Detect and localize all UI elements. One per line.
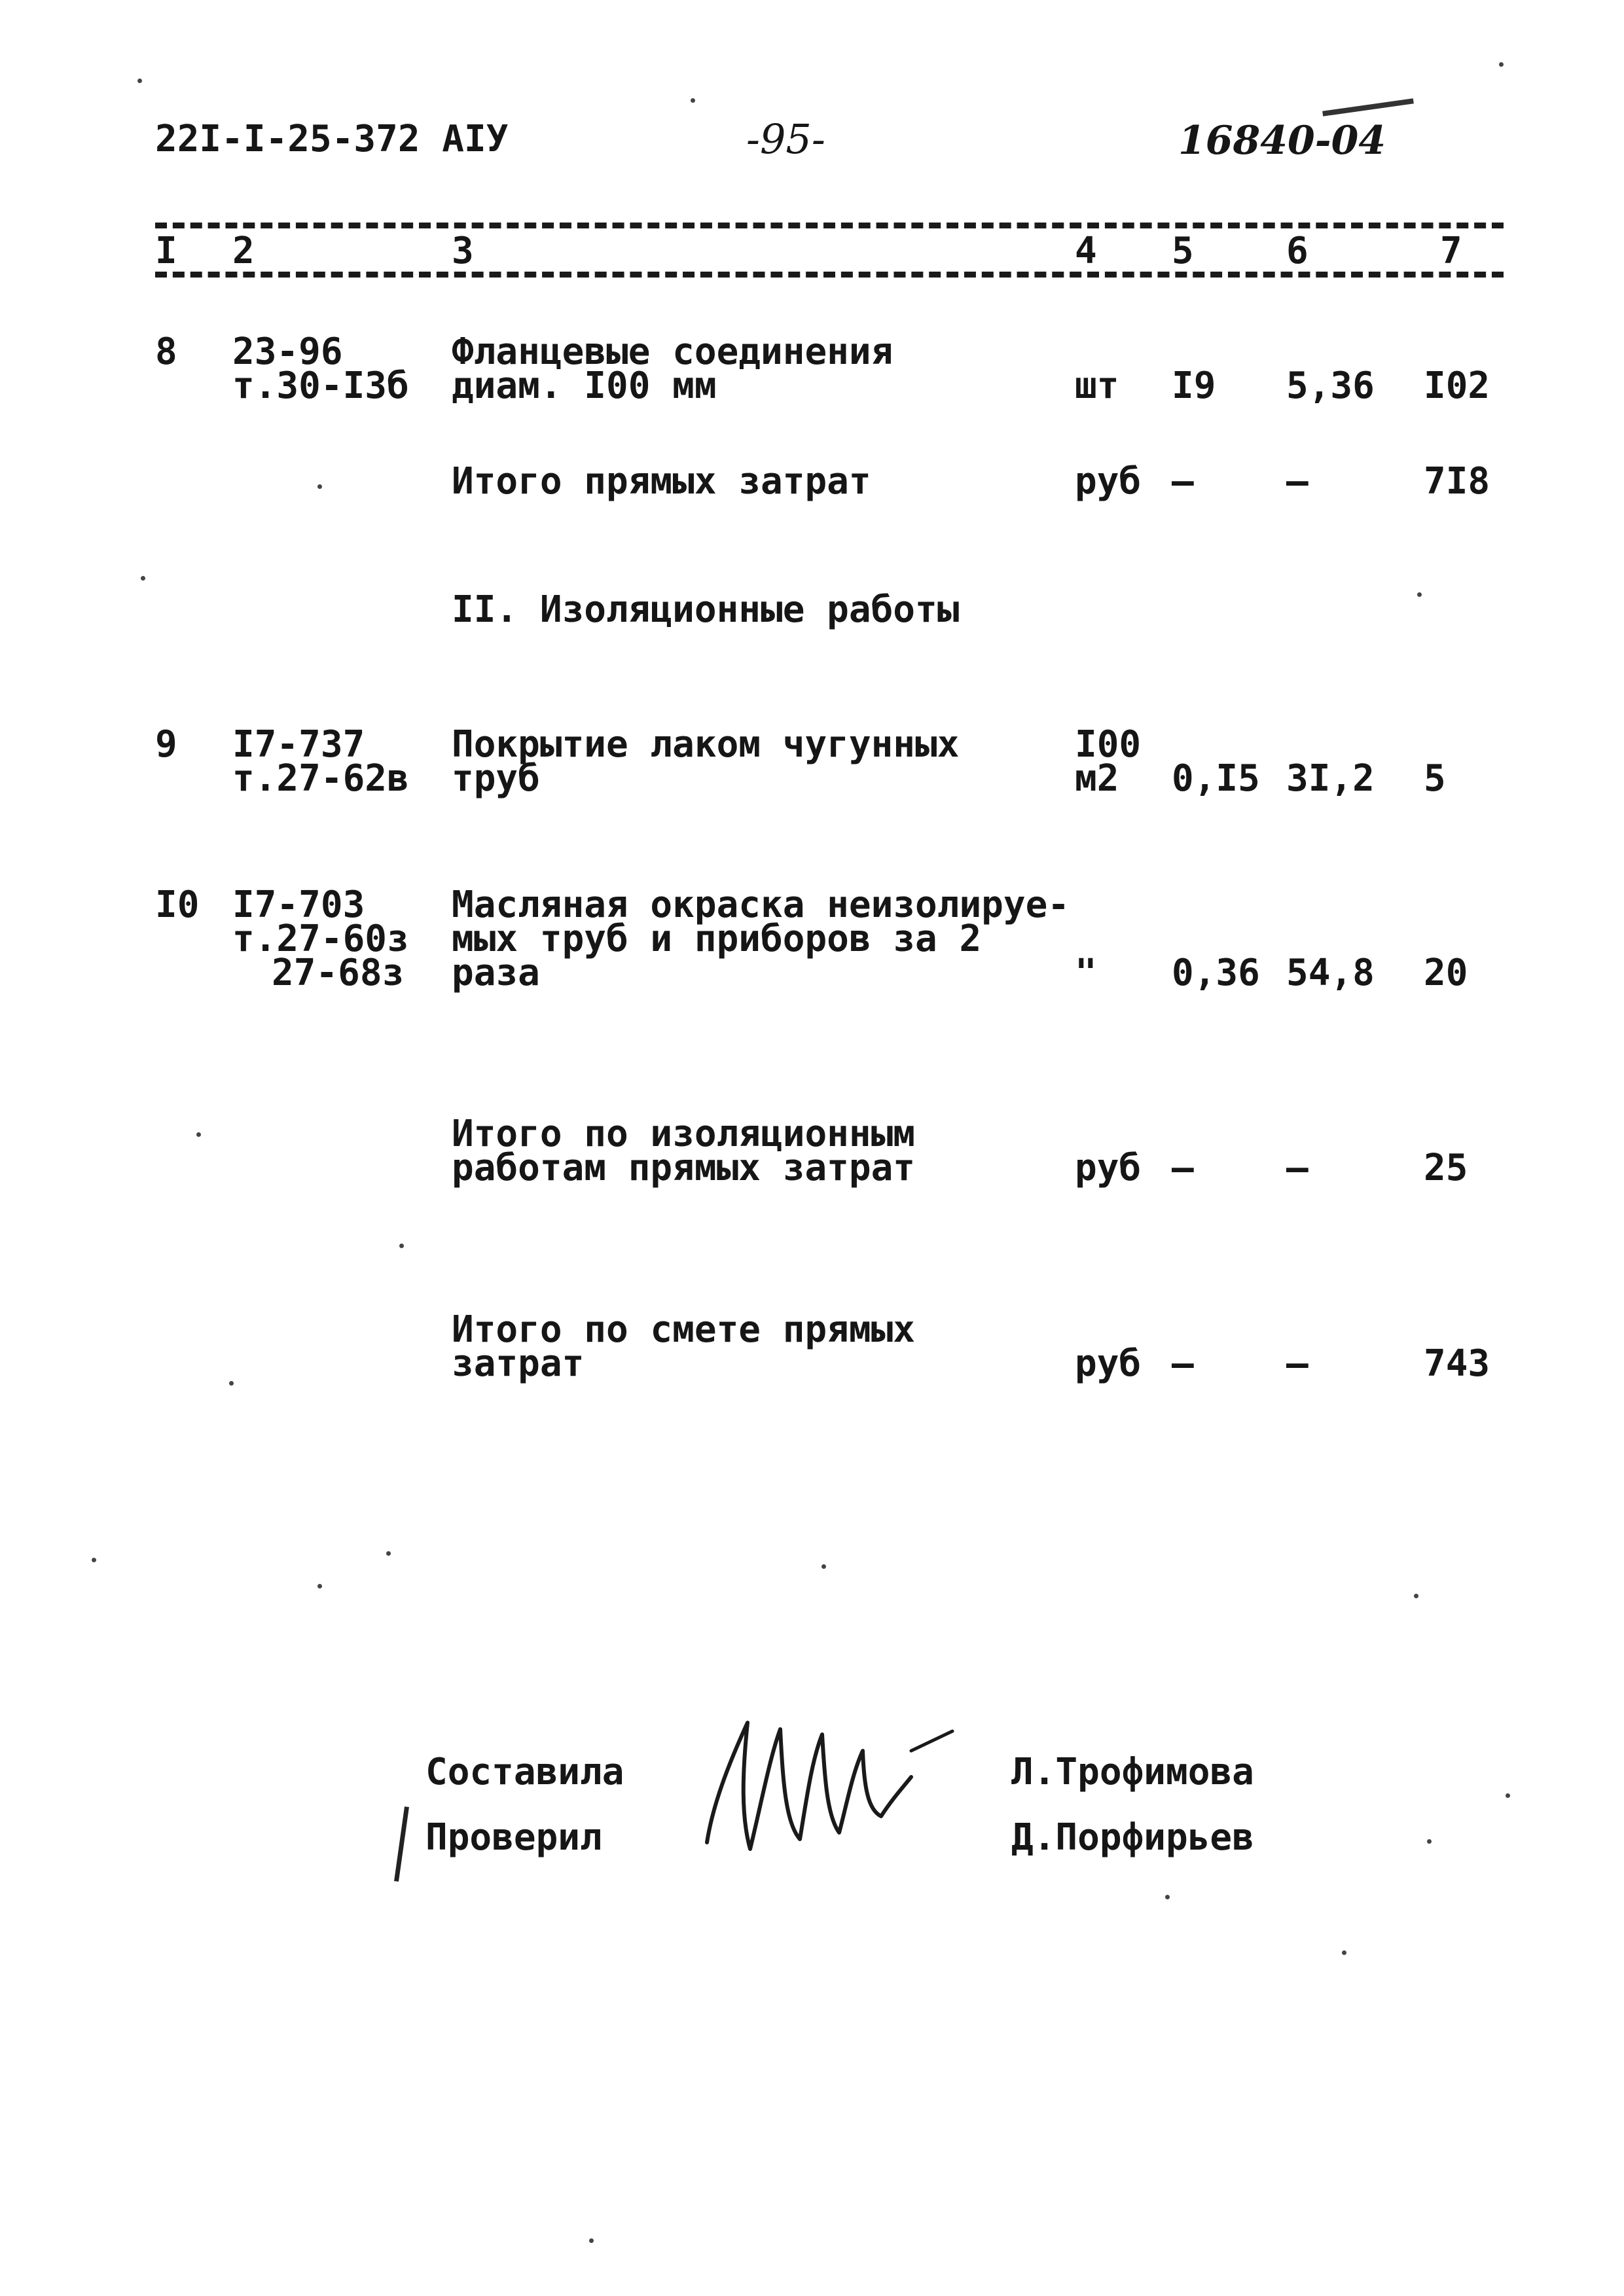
row-description-line: Масляная окраска неизолируе- (452, 884, 1070, 926)
scan-speck (92, 1558, 96, 1562)
row-unit-price: 5,36 (1286, 365, 1375, 407)
row-code-line: 27-68з (272, 952, 405, 994)
scan-speck (317, 484, 322, 489)
row-code-line: 23-96 (232, 331, 343, 373)
row-total: 5 (1424, 757, 1446, 800)
checked-by-name: Д.Порфирьев (1011, 1816, 1254, 1859)
scan-speck (317, 1584, 322, 1588)
row-quantity: 0,36 (1172, 952, 1260, 994)
column-header-2: 2 (232, 230, 255, 272)
scan-speck (399, 1244, 404, 1248)
scan-speck (1506, 1793, 1510, 1798)
row-unit-price: 54,8 (1286, 952, 1375, 994)
row-code-line: т.30-I3б (232, 365, 409, 407)
subtotal-label: работам прямых затрат (452, 1147, 916, 1189)
scan-speck (141, 576, 145, 581)
scan-speck (137, 79, 142, 83)
row-code-line: т.27-60з (232, 918, 409, 960)
row-unit: шт (1075, 365, 1119, 407)
subtotal-label: Итого по изоляционным (452, 1113, 916, 1155)
row-description-line: диам. I00 мм (452, 365, 717, 407)
scan-speck (1417, 592, 1422, 597)
column-header-5: 5 (1172, 230, 1194, 272)
column-header-4: 4 (1075, 230, 1097, 272)
margin-mark (394, 1806, 409, 1882)
row-unit: м2 (1075, 757, 1119, 800)
checked-by-label: Проверил (425, 1816, 602, 1859)
row-description-line: труб (452, 757, 540, 800)
column-header-6: 6 (1286, 230, 1308, 272)
section-heading: II. Изоляционные работы (452, 588, 960, 631)
compiled-by-name: Л.Трофимова (1011, 1751, 1254, 1793)
subtotal-total: 7I8 (1424, 460, 1490, 503)
compiled-by-label: Составила (425, 1751, 624, 1793)
row-unit: I00 (1075, 723, 1142, 766)
scan-speck (386, 1551, 391, 1556)
grand-total-quantity: – (1172, 1342, 1194, 1385)
scan-speck (196, 1132, 201, 1137)
stamp-scribble (1322, 98, 1414, 116)
subtotal-total: 25 (1424, 1147, 1468, 1189)
scan-speck (229, 1381, 234, 1386)
header-dashed-rule-top (155, 223, 1504, 228)
header-dashed-rule-bottom (155, 272, 1504, 278)
row-number: I0 (155, 884, 200, 926)
scan-speck (1499, 62, 1504, 67)
subtotal-price: – (1286, 1147, 1308, 1189)
row-code-line: т.27-62в (232, 757, 409, 800)
grand-total-label: Итого по смете прямых (452, 1308, 916, 1351)
scan-speck (1414, 1594, 1418, 1598)
column-header-3: 3 (452, 230, 474, 272)
column-header-1: I (155, 230, 177, 272)
row-code-line: I7-737 (232, 723, 365, 766)
inventory-number: 16840-04 (1178, 118, 1386, 164)
row-description-line: Фланцевые соединения (452, 331, 893, 373)
grand-total-price: – (1286, 1342, 1308, 1385)
row-description-line: раза (452, 952, 540, 994)
grand-total-unit: руб (1075, 1342, 1142, 1385)
document-code: 22I-I-25-372 AIУ (155, 118, 509, 160)
scan-speck (1165, 1895, 1170, 1899)
scan-speck (1427, 1839, 1432, 1844)
row-code-line: I7-703 (232, 884, 365, 926)
grand-total-label: затрат (452, 1342, 585, 1385)
row-quantity: 0,I5 (1172, 757, 1260, 800)
handwritten-signature (687, 1702, 962, 1859)
scan-speck (589, 2238, 594, 2243)
subtotal-quantity: – (1172, 460, 1194, 503)
row-unit: " (1075, 952, 1097, 994)
subtotal-quantity: – (1172, 1147, 1194, 1189)
subtotal-label: Итого прямых затрат (452, 460, 871, 503)
subtotal-unit: руб (1075, 1147, 1142, 1189)
row-number: 9 (155, 723, 177, 766)
scan-speck (691, 98, 695, 103)
subtotal-unit: руб (1075, 460, 1142, 503)
row-description-line: Покрытие лаком чугунных (452, 723, 960, 766)
row-total: I02 (1424, 365, 1490, 407)
row-number: 8 (155, 331, 177, 373)
subtotal-price: – (1286, 460, 1308, 503)
row-quantity: I9 (1172, 365, 1216, 407)
row-unit-price: 3I,2 (1286, 757, 1375, 800)
column-header-7: 7 (1440, 230, 1462, 272)
page-number: -95- (746, 115, 825, 163)
grand-total-total: 743 (1424, 1342, 1490, 1385)
row-description-line: мых труб и приборов за 2 (452, 918, 982, 960)
row-total: 20 (1424, 952, 1468, 994)
scan-speck (821, 1564, 826, 1569)
scan-speck (1342, 1950, 1346, 1955)
